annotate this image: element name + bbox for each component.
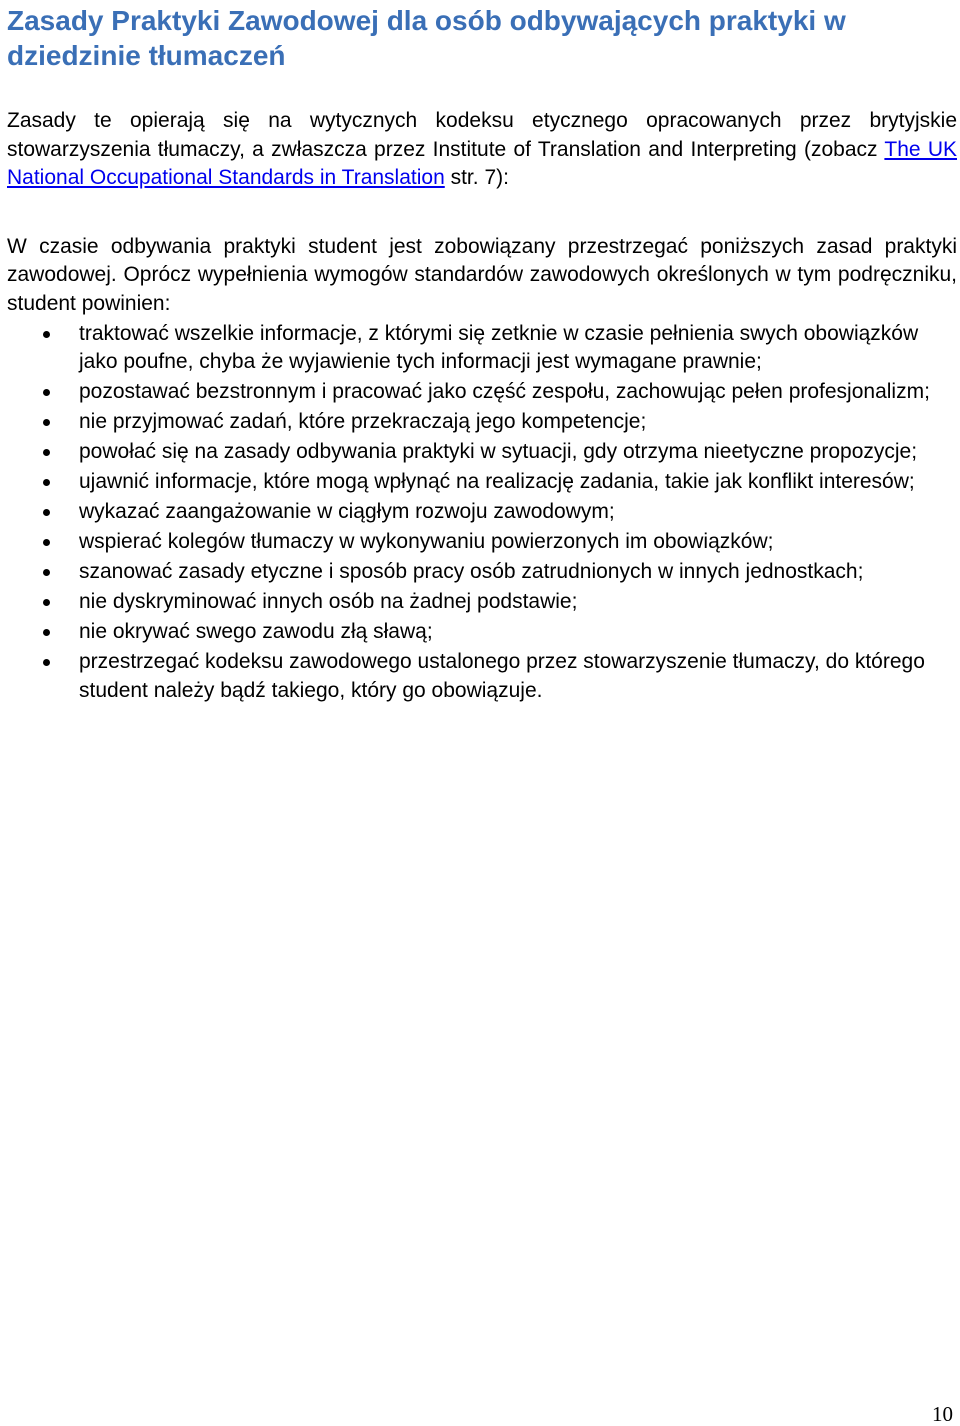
bullet-icon xyxy=(43,479,50,486)
intro-paragraph xyxy=(7,107,957,193)
rule-text: nie okrywać swego zawodu złą sławą; xyxy=(79,620,433,643)
rule-item xyxy=(7,588,957,617)
rule-item xyxy=(7,498,957,527)
bullet-icon xyxy=(43,449,50,456)
rule-text: traktować wszelkie informacje, z którymi się zetknie w czasie pełnienia swych obowiązków jako poufne, chyba że wyjawienie tych informacji jest wymagane prawnie; xyxy=(79,321,919,373)
page-number: 10 xyxy=(932,1402,953,1426)
rule-item xyxy=(7,648,957,705)
duties-intro-paragraph: W czasie odbywania praktyki student jest zobowiązany przestrzegać poniższych zasad praktyki zawodowej. Oprócz wypełnienia wymogów standardów zawodowych określonych w tym podręczniku, student powinien: xyxy=(7,234,957,315)
intro-text-before-link: Zasady te opierają się na wytycznych kodeksu etycznego opracowanych przez brytyjskie stowarzyszenia tłumaczy, a zwłaszcza przez Institute of Translation and Interpreting (zobacz xyxy=(7,109,957,161)
bullet-icon xyxy=(43,509,50,516)
rule-item xyxy=(7,618,957,647)
rule-text: nie dyskryminować innych osób na żadnej podstawie; xyxy=(79,590,578,613)
rule-item xyxy=(7,408,957,437)
bullet-icon xyxy=(43,659,50,666)
bullet-icon xyxy=(43,389,50,396)
bullet-icon xyxy=(43,331,50,338)
rule-item xyxy=(7,378,957,407)
rule-item xyxy=(7,468,957,497)
page-title: Zasady Praktyki Zawodowej dla osób odbywających praktyki w dziedzinie tłumaczeń xyxy=(7,5,846,71)
bullet-icon xyxy=(43,629,50,636)
rule-text: nie przyjmować zadań, które przekraczają jego kompetencje; xyxy=(79,410,647,433)
rule-text: ujawnić informacje, które mogą wpłynąć na realizację zadania, takie jak konflikt interesów; xyxy=(79,470,915,493)
rule-item xyxy=(7,558,957,587)
rule-text: wspierać kolegów tłumaczy w wykonywaniu powierzonych im obowiązków; xyxy=(79,530,774,553)
rule-item xyxy=(7,528,957,557)
rule-item xyxy=(7,438,957,467)
rule-item xyxy=(7,320,957,377)
rules-list xyxy=(7,320,957,706)
bullet-icon xyxy=(43,569,50,576)
bullet-icon xyxy=(43,419,50,426)
intro-text-after-link: str. 7): xyxy=(444,166,509,189)
rule-text: wykazać zaangażowanie w ciągłym rozwoju zawodowym; xyxy=(79,500,615,523)
bullet-icon xyxy=(43,599,50,606)
rule-text: powołać się na zasady odbywania praktyki w sytuacji, gdy otrzyma nieetyczne propozycje; xyxy=(79,440,918,463)
document-page xyxy=(7,0,957,705)
rule-text: pozostawać bezstronnym i pracować jako część zespołu, zachowując pełen profesjonalizm; xyxy=(79,380,930,403)
rule-text: przestrzegać kodeksu zawodowego ustalonego przez stowarzyszenie tłumaczy, do którego student należy bądź takiego, który go obowiązuje. xyxy=(79,650,925,702)
rule-text: szanować zasady etyczne i sposób pracy osób zatrudnionych w innych jednostkach; xyxy=(79,560,864,583)
bullet-icon xyxy=(43,539,50,546)
standards-link[interactable]: The UK National Occupational Standards in Translation xyxy=(7,137,958,189)
